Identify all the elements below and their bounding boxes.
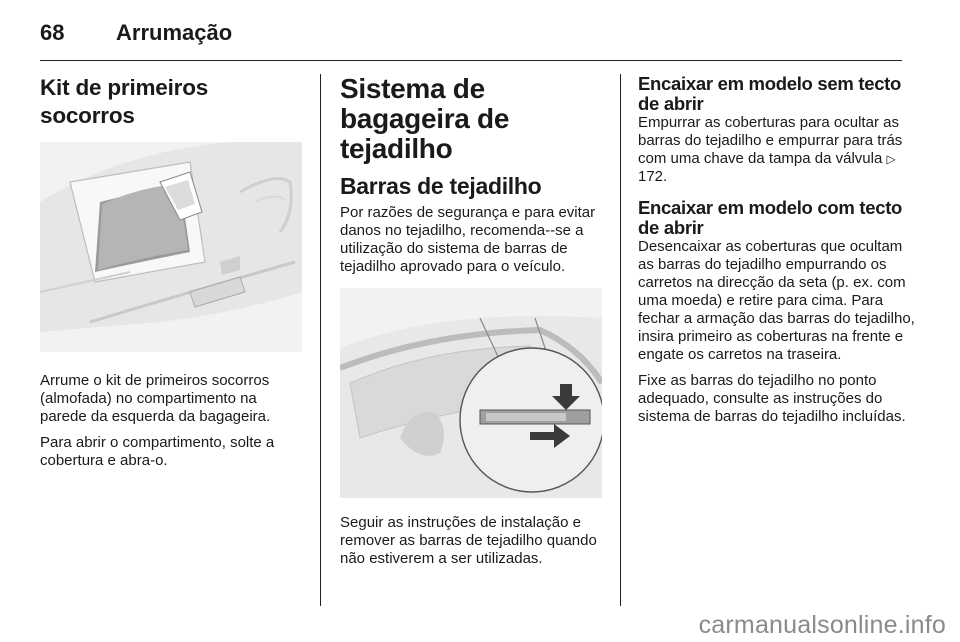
- with-sunroof-paragraph: Desencaixar as coberturas que ocultam as barras do tejadilho empurrando os carretos na direcção da seta (p. ex. com uma moeda) e retire para cima. Para fechar a armação das barras do tejadilho, insira primeiro as coberturas na frente e engate os carretos na traseira.: [638, 238, 915, 363]
- without-sunroof-paragraph: [638, 114, 920, 186]
- column-roof-rack: [340, 74, 606, 568]
- fix-bars-paragraph: Fixe as barras do tejadilho no ponto adequado, consulte as instruções do sistema de barras do tejadilho incluídas.: [638, 372, 906, 425]
- roof-rail-illustration: [340, 288, 602, 498]
- section-title-first-aid: Kit de primeiros socorros: [40, 75, 209, 128]
- column-divider-1: [320, 74, 321, 606]
- first-aid-paragraph-1: Arrume o kit de primeiros socorros (almofada) no compartimento na parede da esquerda da bagageira.: [40, 372, 271, 425]
- first-aid-paragraph-2: Para abrir o compartimento, solte a cobertura e abra-o.: [40, 434, 275, 469]
- heading-with-sunroof: Encaixar em modelo com tecto de abrir: [638, 197, 903, 238]
- chapter-title: Arrumação: [116, 20, 233, 45]
- column-first-aid: [40, 74, 306, 470]
- column-fitting: [638, 74, 920, 426]
- trunk-compartment-illustration: [40, 142, 302, 352]
- page-header: [40, 12, 902, 61]
- heading-without-sunroof: Encaixar em modelo sem tecto de abrir: [638, 73, 902, 114]
- first-aid-figure: [40, 142, 302, 352]
- column-divider-2: [620, 74, 621, 606]
- roof-bars-paragraph-1: Por razões de segurança e para evitar danos no tejadilho, recomenda--se a utilização do sistema de barras de tejadilho aprovado para o veículo.: [340, 204, 596, 275]
- triangle-right-icon: ▷: [886, 152, 896, 166]
- roof-bars-figure: [340, 288, 602, 498]
- page-reference: 172.: [638, 168, 668, 185]
- roof-bars-paragraph-2: Seguir as instruções de instalação e remover as barras de tejadilho quando não estiverem a ser utilizadas.: [340, 514, 597, 567]
- section-title-roof-rack: Sistema de bagageira de tejadilho: [340, 73, 510, 164]
- page-number: 68: [40, 20, 65, 45]
- watermark: carmanualsonline.info: [698, 611, 946, 639]
- without-sunroof-text: Empurrar as coberturas para ocultar as barras do tejadilho e empurrar para trás com uma chave da tampa da válvula: [638, 114, 903, 167]
- subsection-title-roof-bars: Barras de tejadilho: [340, 173, 542, 199]
